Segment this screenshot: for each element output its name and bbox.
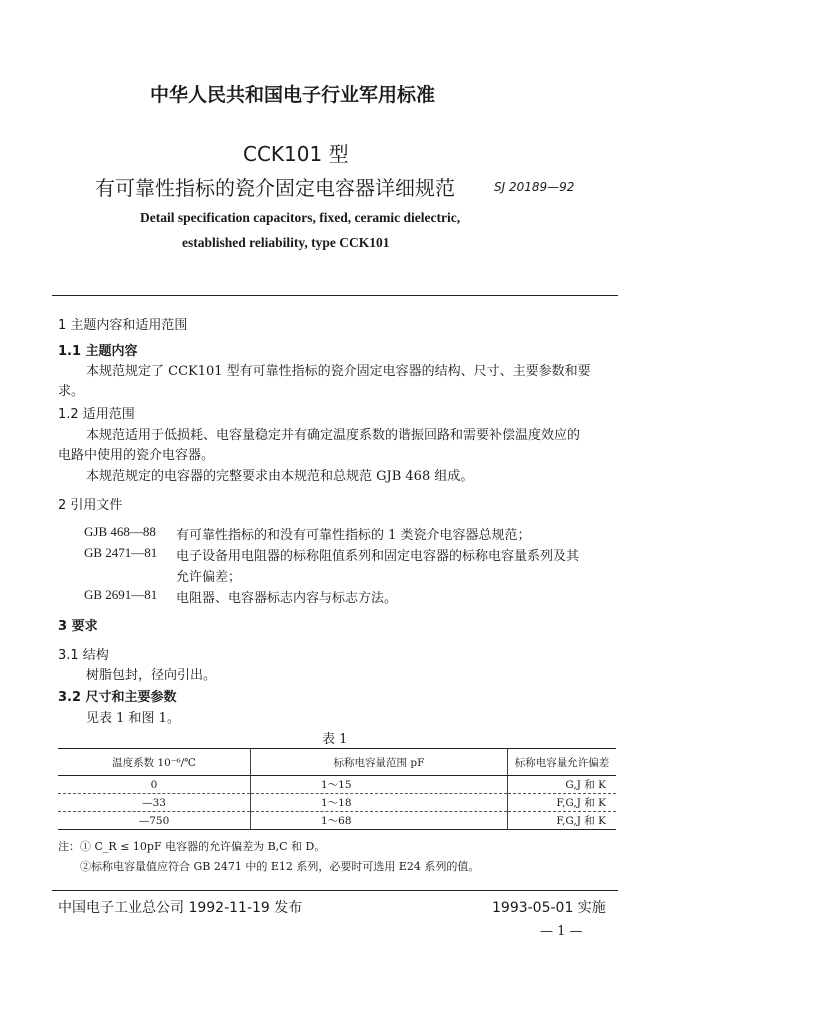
ref-code-3: GB 2691—81 bbox=[84, 587, 158, 602]
ref-text-3: 电阻器、电容器标志内容与标志方法。 bbox=[176, 591, 398, 606]
table-header-capacitance-range: 标称电容量范围 pF bbox=[251, 749, 508, 776]
footer-rule bbox=[52, 890, 618, 891]
ref-text-1: 有可靠性指标的和没有可靠性指标的 1 类瓷介电容器总规范； bbox=[176, 528, 531, 543]
section-3-1-text: 树脂包封，径向引出。 bbox=[86, 668, 217, 683]
table-cell: 0 bbox=[58, 776, 251, 794]
section-1-1-text-line1: 本规范规定了 CCK101 型有可靠性指标的瓷介固定电容器的结构、尺寸、主要参数和要 bbox=[86, 364, 591, 379]
section-1-1-heading: 1.1 主题内容 bbox=[58, 344, 138, 359]
section-3-2-heading: 3.2 尺寸和主要参数 bbox=[58, 690, 177, 705]
section-2-heading: 2 引用文件 bbox=[58, 498, 123, 513]
ref-text-2-cont: 允许偏差； bbox=[176, 570, 242, 585]
table-row bbox=[58, 794, 616, 812]
section-1-2-text-line1: 本规范适用于低损耗、电容量稳定并有确定温度系数的谐振回路和需要补偿温度效应的 bbox=[86, 428, 581, 443]
table-1-caption: 表 1 bbox=[322, 732, 348, 747]
section-1-2-heading: 1.2 适用范围 bbox=[58, 407, 135, 422]
table-cell: 1～68 bbox=[251, 812, 508, 830]
table-cell: 1～15 bbox=[251, 776, 508, 794]
ref-text-2: 电子设备用电阻器的标称阻值系列和固定电容器的标称电容量系列及其 bbox=[176, 549, 580, 564]
standard-number: SJ 20189—92 bbox=[494, 180, 575, 194]
header-rule bbox=[52, 295, 618, 296]
section-1-heading: 1 主题内容和适用范围 bbox=[58, 318, 188, 333]
issued-date: 中国电子工业总公司 1992-11-19 发布 bbox=[58, 900, 303, 916]
table-header-tolerance: 标称电容量允许偏差 bbox=[508, 749, 617, 776]
table-cell: F,G,J 和 K bbox=[508, 794, 617, 812]
org-title: 中华人民共和国电子行业军用标准 bbox=[150, 84, 436, 106]
table-row bbox=[58, 776, 616, 794]
table-note-1: 注：① C_R ≤ 10pF 电容器的允许偏差为 B,C 和 D。 bbox=[58, 840, 326, 853]
model-title: CCK101 型 bbox=[243, 142, 349, 166]
page-number: — 1 — bbox=[540, 924, 583, 939]
table-cell: F,G,J 和 K bbox=[508, 812, 617, 830]
table-header-row bbox=[58, 749, 616, 776]
section-1-2-text-line3: 本规范规定的电容器的完整要求由本规范和总规范 GJB 468 组成。 bbox=[86, 469, 474, 484]
effective-date: 1993-05-01 实施 bbox=[492, 900, 606, 916]
table-note-2: ②标称电容量值应符合 GB 2471 中的 E12 系列，必要时可选用 E24 系列的值。 bbox=[80, 860, 480, 873]
section-1-1-text-line2: 求。 bbox=[58, 384, 85, 399]
section-3-1-heading: 3.1 结构 bbox=[58, 648, 109, 663]
doc-title-cn: 有可靠性指标的瓷介固定电容器详细规范 bbox=[95, 176, 455, 200]
table-1 bbox=[58, 748, 616, 830]
table-cell: G,J 和 K bbox=[508, 776, 617, 794]
doc-title-en-line1: Detail specification capacitors, fixed, ceramic dielectric, bbox=[140, 210, 461, 225]
table-cell: —750 bbox=[58, 812, 251, 830]
table-cell: —33 bbox=[58, 794, 251, 812]
section-3-heading: 3 要求 bbox=[58, 619, 98, 634]
ref-code-2: GB 2471—81 bbox=[84, 545, 158, 560]
section-1-2-text-line2: 电路中使用的瓷介电容器。 bbox=[58, 448, 215, 463]
section-3-2-text: 见表 1 和图 1。 bbox=[86, 711, 180, 726]
table-cell: 1～18 bbox=[251, 794, 508, 812]
table-row bbox=[58, 812, 616, 830]
table-header-temp-coef: 温度系数 10⁻⁶/℃ bbox=[58, 749, 251, 776]
ref-code-1: GJB 468—88 bbox=[84, 524, 156, 539]
doc-title-en-line2: established reliability, type CCK101 bbox=[182, 235, 390, 250]
